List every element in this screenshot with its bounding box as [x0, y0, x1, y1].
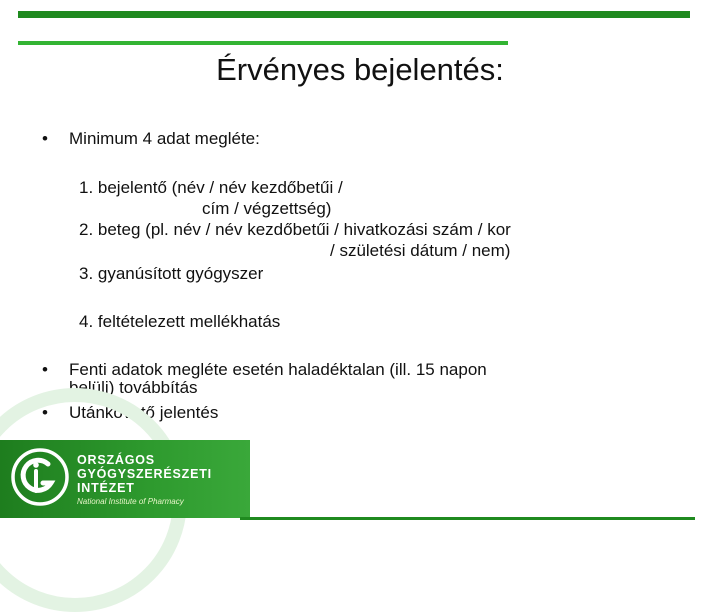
list-item-line: 2. beteg (pl. név / név kezdőbetűi / hivatkozási szám / kor — [79, 220, 511, 239]
logo-text-line-3: INTÉZET — [77, 481, 135, 495]
title-underline-bar — [18, 41, 508, 45]
bullet-text: Minimum 4 adat megléte: — [69, 129, 260, 148]
list-item-line: 4. feltételezett mellékhatás — [79, 312, 281, 331]
list-item — [79, 311, 280, 332]
bullet-text: Utánkövető jelentés — [69, 403, 219, 422]
slide-title: Érvényes bejelentés: — [216, 52, 504, 87]
logo-text-line-2: GYÓGYSZERÉSZETI — [77, 467, 212, 481]
logo-subtitle: National Institute of Pharmacy — [77, 497, 184, 506]
bullet-dot: • — [42, 360, 48, 379]
bottom-divider-bar — [240, 517, 695, 520]
bullet-dot: • — [42, 129, 48, 148]
list-item-continuation: / születési dátum / nem) — [330, 241, 511, 260]
bullet-dot: • — [42, 403, 48, 422]
list-item — [79, 263, 263, 284]
top-divider-bar — [18, 11, 690, 18]
list-item — [79, 219, 511, 261]
bullet-text-continuation: belüli) továbbítás — [69, 378, 198, 397]
list-item-line: 1. bejelentő (név / név kezdőbetűi / — [79, 178, 343, 197]
list-item-continuation: cím / végzettség) — [202, 199, 332, 218]
list-item-line: 3. gyanúsított gyógyszer — [79, 264, 264, 283]
list-item — [79, 177, 343, 219]
bullet-text: Fenti adatok megléte esetén haladéktalan (ill. 15 napon — [69, 360, 487, 379]
ogyi-logo-icon — [10, 447, 70, 507]
logo-text-line-1: ORSZÁGOS — [77, 453, 155, 467]
